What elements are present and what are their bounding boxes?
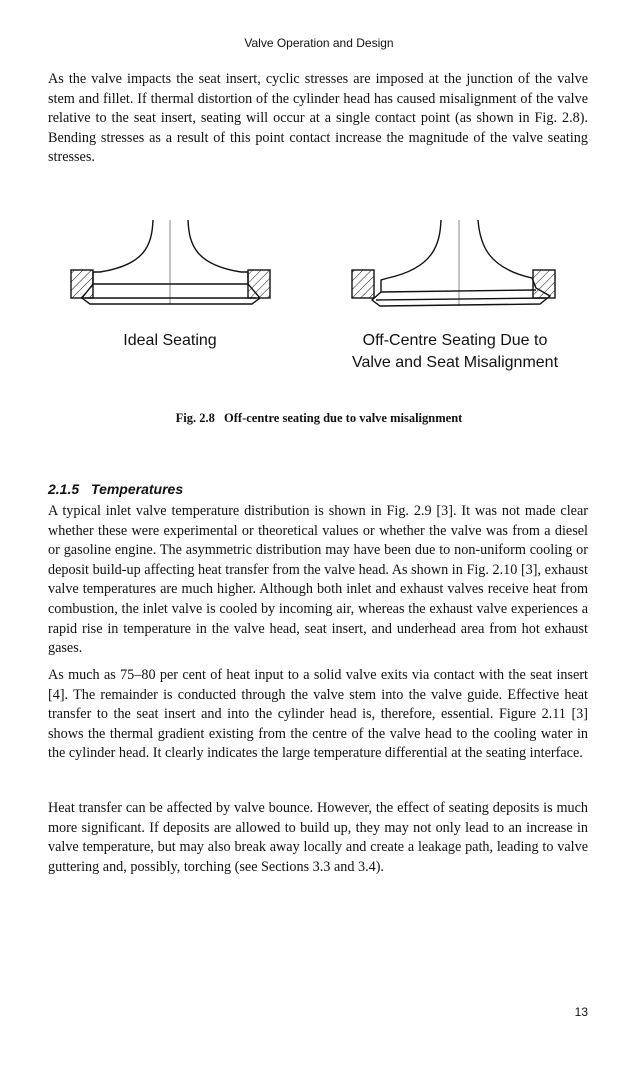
off-centre-seating-diagram: [352, 220, 555, 306]
valve-profile: [82, 220, 260, 304]
paragraph-intro: As the valve impacts the seat insert, cyclic stresses are imposed at the junction of the valve stem and fillet. If thermal distortion of the cylinder head has caused misalignment of the valve relative to the seat insert, seating will occur at a single contact point (as shown in Fig. 2.8). Bending stresses as a result of this point contact increase the magnitude of the valve seating stresses.: [48, 71, 588, 166]
section-title: Temperatures: [91, 481, 184, 497]
section-number: 2.1.5: [48, 481, 80, 497]
figure-label-ideal: Ideal Seating: [123, 332, 217, 349]
figure-caption-text: Off-centre seating due to valve misalignment: [224, 411, 463, 425]
page-number: 13: [574, 1005, 588, 1019]
figure-label-off-line2: Valve and Seat Misalignment: [351, 354, 559, 371]
section-heading: [48, 481, 183, 497]
paragraph-temperatures-1: A typical inlet valve temperature distribution is shown in Fig. 2.9 [3]. It was not made clear whether these were experimental or theoretical values or whether the valve was from a diesel or gasoline engine. The asymmetric distribution may have been due to non-uniform cooling or deposit build-up affecting heat transfer from the valve head. As shown in Fig. 2.10 [3], exhaust valve temperatures are much higher. Although both inlet and exhaust valves receive heat from combustion, the inlet valve is cooled by incoming air, whereas the exhaust valve experiences a rapid rise in temperature in the valve head, seat insert, and underhead area from hot exhaust gases.: [48, 503, 588, 657]
seat-insert-left: [71, 270, 93, 298]
valve-profile: [372, 220, 550, 306]
seat-insert-right: [533, 270, 555, 298]
ideal-seating-diagram: [71, 220, 270, 304]
figure-label-off-line1: Off-Centre Seating Due to: [362, 332, 548, 349]
figure-label-off-centre: [310, 330, 600, 374]
figure-caption: [0, 411, 638, 426]
figure-caption-number: Fig. 2.8: [175, 411, 215, 425]
running-head: Valve Operation and Design: [244, 36, 394, 50]
seat-insert-right: [248, 270, 270, 298]
paragraph-temperatures-2: As much as 75–80 per cent of heat input to a solid valve exits via contact with the seat insert [4]. The remainder is conducted through the valve stem into the valve guide. Effective heat transfer to the seat insert and into the cylinder head is, therefore, essential. Figure 2.11 [3] shows the thermal gradient existing from the centre of the valve head to the cooling water in the cylinder head. It clearly indicates the large temperature differential at the seating interface.: [48, 667, 588, 762]
paragraph-temperatures-3: Heat transfer can be affected by valve bounce. However, the effect of seating deposits is much more significant. If deposits are allowed to build up, they may not only lead to an increase in valve temperature, but may also break away locally and create a leakage path, leading to valve guttering and, possibly, torching (see Sections 3.3 and 3.4).: [48, 800, 588, 875]
seat-insert-left: [352, 270, 374, 298]
